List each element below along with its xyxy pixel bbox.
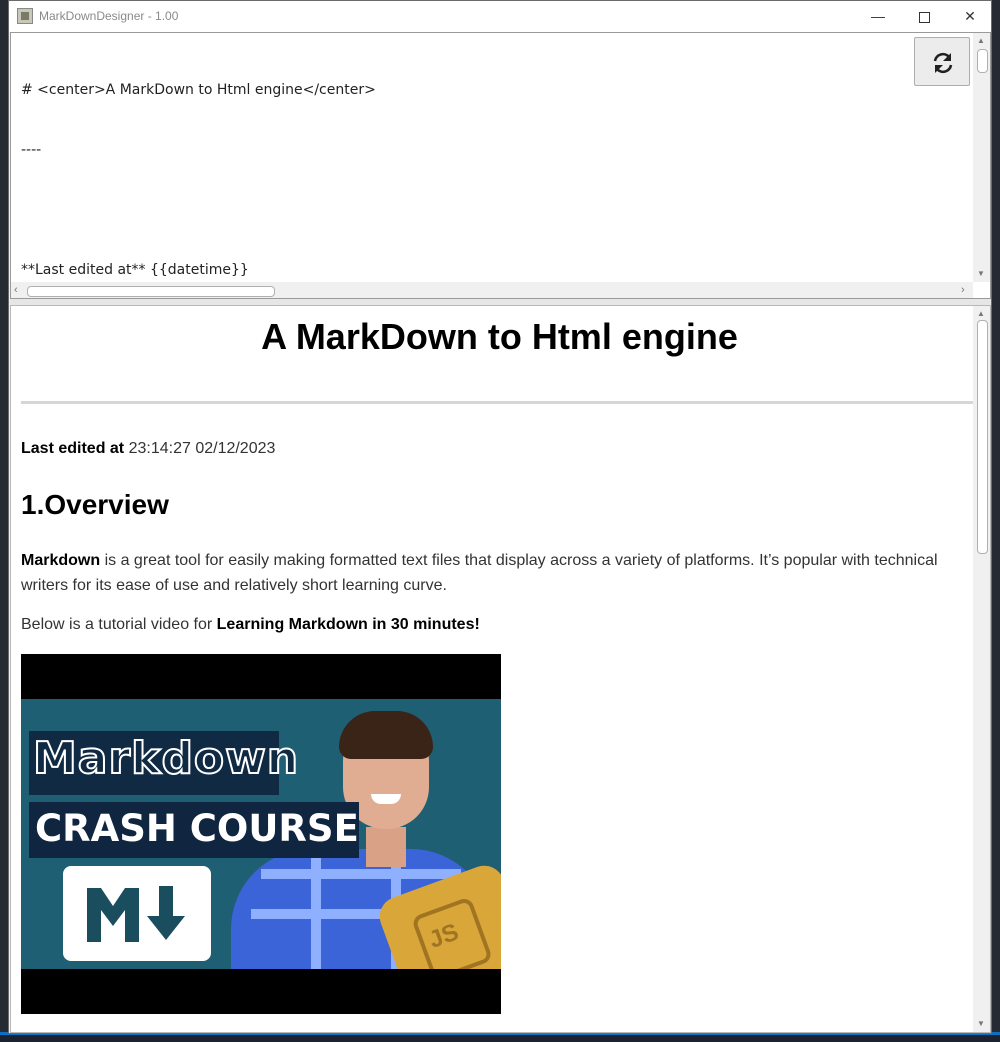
desktop-background-left [0,0,8,1042]
scroll-down-arrow-icon[interactable]: ▼ [977,269,985,278]
editor-line: ---- [21,142,42,158]
markdown-logo-icon [63,866,211,961]
minimize-button[interactable]: — [871,8,885,24]
thumbnail-image [21,699,501,969]
app-window [8,0,992,1034]
close-button[interactable]: ✕ [964,8,976,24]
scroll-down-arrow-icon[interactable]: ▼ [977,1019,985,1028]
last-edited-value: 23:14:27 02/12/2023 [128,440,276,457]
thumbnail-subtitle: CRASH COURSE [35,807,359,850]
editor-line [21,200,991,220]
preview-title: A MarkDown to Html engine [261,316,738,357]
refresh-icon [932,52,954,74]
maximize-button[interactable] [901,1,947,32]
section-heading: 1.Overview [21,489,169,520]
desktop-background-right [992,0,1000,1042]
editor-line: **Last edited at** {{datetime}} [21,262,249,278]
person-hair [339,711,433,759]
editor-vertical-scrollbar[interactable] [973,33,990,282]
bold-text: Learning Markdown in 30 minutes! [216,616,480,633]
refresh-button[interactable] [914,37,970,86]
editor-content[interactable] [21,40,991,299]
window-title: MarkDownDesigner - 1.00 [39,9,179,23]
maximize-icon [919,12,930,23]
scrollbar-thumb[interactable] [27,286,275,297]
thumbnail-title: Markdown [33,733,300,784]
app-icon [17,8,33,24]
tutorial-paragraph [21,616,480,634]
javascript-badge-icon: JS [374,860,501,969]
scrollbar-thumb[interactable] [977,49,988,73]
video-thumbnail-link[interactable] [21,654,501,1014]
horizontal-rule [21,401,978,404]
overview-paragraph [21,548,961,598]
editor-horizontal-scrollbar[interactable] [11,282,973,299]
person-neck [366,827,406,867]
paragraph-text: is a great tool for easily making formatted text files that display across a variety of platforms. It’s popular with technical writers for its ease of use and relatively short learning curve. [21,552,938,594]
html-preview [10,305,991,1033]
scroll-up-arrow-icon[interactable]: ▲ [977,309,985,318]
editor-line: # <center>A MarkDown to Html engine</center> [21,82,376,98]
scrollbar-thumb[interactable] [977,320,988,554]
scroll-left-arrow-icon[interactable]: ‹ [14,284,18,296]
last-edited-label: Last edited at [21,440,125,457]
last-edited-line [21,440,275,458]
preview-vertical-scrollbar[interactable] [973,306,990,1032]
scroll-up-arrow-icon[interactable]: ▲ [977,36,985,45]
markdown-editor[interactable] [10,32,991,299]
title-bar[interactable] [9,1,991,32]
scroll-right-arrow-icon[interactable]: › [961,284,965,296]
paragraph-text: Below is a tutorial video for [21,616,217,633]
bold-text: Markdown [21,552,101,569]
